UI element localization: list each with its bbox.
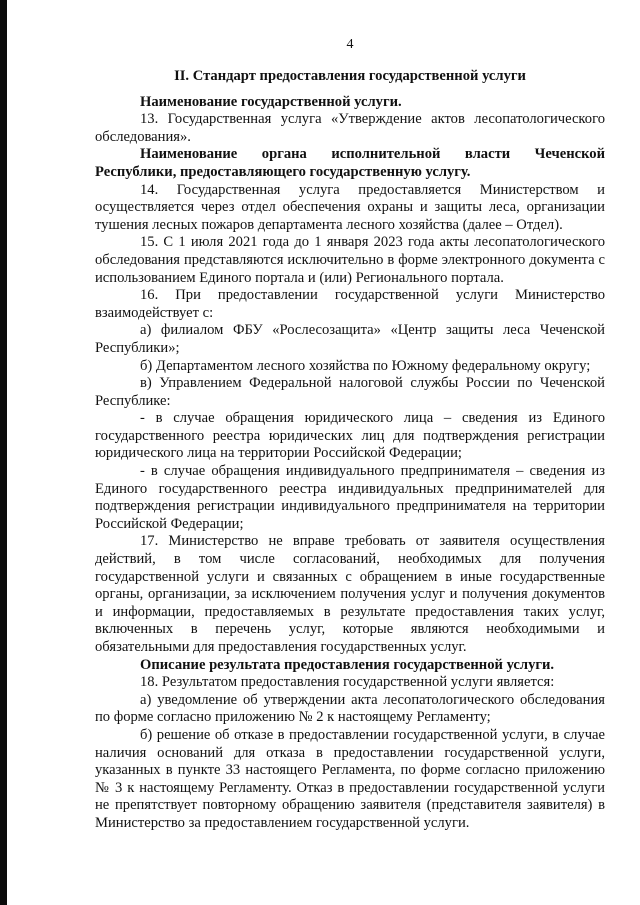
document-body xyxy=(95,68,605,833)
paragraph: б) решение об отказе в предоставлении государственной услуги, в случае наличия оснований для отказа в предоставлении государственной услуги, указанных в пункте 33 настоящего Регламента, по форме согласно приложению № 3 к настоящему Регламенту. Отказ в предоставлении государственной услуги не препятствует повторному обращению заявителя (представителя заявителя) в Министерство за предоставлением государственной услуги. xyxy=(95,726,605,831)
paragraph: 17. Министерство не вправе требовать от заявителя осуществления действий, в том числе согласований, необходимых для получения государственной услуги и связанных с обращением в иные государственные органы, организации, за исключением получения услуг и получения документов и информации, предоставляемых в результате предоставления таких услуг, включенных в перечень услуг, которые являются необходимыми и обязательными для предоставления государственных услуг. xyxy=(95,533,605,655)
paragraph: 16. При предоставлении государственной услуги Министерство взаимодействует с: xyxy=(95,287,605,321)
paragraph: б) Департаментом лесного хозяйства по Южному федеральному округу; xyxy=(140,357,591,374)
paragraph: - в случае обращения индивидуального предпринимателя – сведения из Единого государственного реестра индивидуальных предпринимателей для подтверждения регистрации индивидуального предпринимателя на территории Российской Федерации; xyxy=(95,463,605,532)
paragraph: в) Управлением Федеральной налоговой службы России по Чеченской Республике: xyxy=(95,375,605,409)
paragraph: 18. Результатом предоставления государственной услуги является: xyxy=(140,674,555,691)
page-number: 4 xyxy=(346,37,354,52)
paragraph-heading: Описание результата предоставления государственной услуги. xyxy=(140,656,555,673)
paragraph: 13. Государственная услуга «Утверждение актов лесопатологического обследования». xyxy=(95,111,605,145)
paragraph-heading: Наименование государственной услуги. xyxy=(140,93,402,110)
paragraph: - в случае обращения юридического лица – сведения из Единого государственного реестра юридических лиц для подтверждения регистрации юридического лица на территории Российской Федерации; xyxy=(95,410,605,462)
section-title: II. Стандарт предоставления государственной услуги xyxy=(174,68,526,84)
paragraph: 15. С 1 июля 2021 года до 1 января 2023 года акты лесопатологического обследования представляются исключительно в форме электронного документа с использованием Единого портала и (или) Регионального портала. xyxy=(95,234,605,286)
paragraph: 14. Государственная услуга предоставляется Министерством и осуществляется через отдел обеспечения охраны и защиты леса, организации тушения лесных пожаров департамента лесного хозяйства (далее – Отдел). xyxy=(95,181,605,233)
paragraph: а) уведомление об утверждении акта лесопатологического обследования по форме согласно приложению № 2 к настоящему Регламенту; xyxy=(95,691,605,726)
scan-edge xyxy=(0,0,7,905)
paragraph-heading: Наименование органа исполнительной власти Чеченской Республики, предоставляющего государственную услугу. xyxy=(95,146,605,180)
paragraph: а) филиалом ФБУ «Рослесозащита» «Центр защиты леса Чеченской Республики»; xyxy=(95,322,605,356)
